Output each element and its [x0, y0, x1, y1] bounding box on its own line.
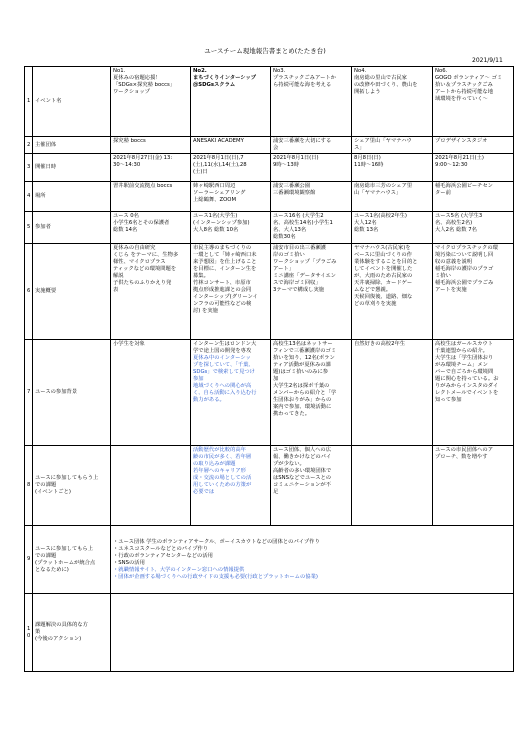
cell-place-5: 稲毛海浜公園ビーチセン ター前 [433, 182, 514, 212]
cell-event-2: No2. まちづくりインターシップ ＠SDGsスクラム [191, 67, 271, 137]
cell-summary-1: 夏休みの自由研究 くじら をテーマに、生物多 様性、マイクロプラス ティックなどの環境問題を 解説 子供たちのふりかえり発 表 [111, 244, 191, 340]
row-number: 10 [25, 594, 33, 672]
row-place [25, 182, 514, 212]
row-organizer [25, 137, 514, 154]
row-datetime [25, 154, 514, 182]
row-label: 主催団体 [33, 137, 111, 154]
report-title: ユースチーム現地報告書まとめ(たたき台) [204, 47, 326, 55]
row-number: 1 [25, 67, 33, 137]
cell-participants-5: ユース5名 (大学生3 名、高校生2名) 大人2名 総数 7名 [433, 212, 514, 244]
cell-event-3: No3. プラスチックごみアートか ら持続可能な海を考える [271, 67, 352, 137]
platform-issue-line: ・ユース団体 学生のボランティアサークル、ボーイスカウトなどの団体とのパイプ作り [113, 538, 320, 545]
report-date: 2021/9/11 [472, 57, 503, 64]
row-label: ユースに参加してもら上 での課題 (プラットホームが統合点 となるために) [33, 526, 111, 594]
cell-participants-3: ユース16名 (大学生2 名、高校生14名)小学生1 名、大人13名 総数30名 [271, 212, 352, 244]
cell-organizer-1: 探究塾 boccs [111, 137, 191, 154]
background-2-text: インターン生はロンドン大 学で途上国の開発を専攻 [193, 341, 257, 354]
row-label: 参加者 [33, 212, 111, 244]
cell-organizer-5: プロデザインスタジオ [433, 137, 514, 154]
row-label: 開催日時 [33, 154, 111, 182]
row-number: 3 [25, 154, 33, 182]
report-table [24, 66, 514, 672]
cell-background-5: 高校生はガールスカウト 千葉連盟からの紹介。 大学生は「学生団体おり がみ環境チーム」メン バーで自ごろから環境問 題に関心を持っている。お りがみからインスタのダイ レクトメールでイベントを 知って参加 [433, 340, 514, 446]
row-label: ユースの参加背景 [33, 340, 111, 446]
cell-participants-2: ユース1名(大学生) (インターンシップ参加) 大人8名 総数 10名 [191, 212, 271, 244]
row-number: 2 [25, 137, 33, 154]
cell-summary-5: マイクロプラスチックの環 境汚染について説明し回 収の意義を説明 稲毛海岸の護岸のプラゴ ミ拾い 稲毛海浜公園でプラごみ アートを実施 [433, 244, 514, 340]
cell-background-2 [191, 340, 271, 446]
cell-datetime-2: 2021年8月1日(日),7 (土),11(水),14(土),28 (土)日 [191, 154, 271, 182]
row-number: 8 [25, 446, 33, 526]
platform-issue-line: ・行政のボランティアセンターなどの活用 [113, 552, 213, 559]
cell-event-4: No4. 南房総の里山で古民家 の改修や田づくり、農山を 開拓しよう [352, 67, 433, 137]
cell-background-3: 高校生13名はネットサー フィンで三番瀬護岸のゴミ 拾いを知り、12名(ボラン ティア活動が夏休みの課 題)はゴミ拾いのみに参 加 大学生2名は探ボ千葉の メンバーからの紹介と「学 生団体おりがみ」からの 案内で参加、環境活動に 携わってきた。 [271, 340, 352, 446]
row-label: 実施概要 [33, 244, 111, 340]
background-2-highlight: 夏休み中のインターシッ プを探していて、「千葉、 SDGs」で検索して見つけ 参加 地域づくりへの関心が高 く、自ら活動に入り込む行 動力がある。 [193, 355, 257, 403]
row-issues-event [25, 446, 514, 526]
cell-summary-4: ヤマナハウス(古民家)を ベースに里山づくりの作 業体験をすることを目的と してイベントを開催した が、大雨のため古民家の 天井裏掃除、カードゲー ムなどで懇親。 天候回復後、道路、畑な どの草刈りを実施 [352, 244, 433, 340]
platform-issue-line-highlight: ・就職情報サイト、大学のインターン窓口への情報提供 [113, 566, 245, 573]
cell-summary-2: 市民主導のまちづくりの 一環として「姉ヶ崎西口未 来予想図」を仕上げること を目標に、インターン生を 募集。 竹林コンサート、市原市 拠点形成推進課との会同 インターシップ(グリーンイ ンフラの可能性などの検 討) を実施 [191, 244, 271, 340]
cell-organizer-4: シェア里山「ヤマナハウ ス」 [352, 137, 433, 154]
platform-issue-line-highlight: ・団体が企画する場づくりへの行政サイドの支援も必要(行政とプラットホームの協業) [113, 573, 318, 580]
row-label: 場所 [33, 182, 111, 212]
row-number: 7 [25, 340, 33, 446]
cell-place-1: 習井駅前交流拠点 boccs [111, 182, 191, 212]
cell-datetime-4: 8月8日(日) 11時～16時 [352, 154, 433, 182]
cell-organizer-3: 浦安三番瀬を大切にする 会 [271, 137, 352, 154]
platform-issue-line: ・SNSの活用 [113, 559, 145, 566]
cell-participants-4: ユース1名(高校2年生) 大人12名 総数 13名 [352, 212, 433, 244]
cell-event-5: No6. GOGO ボランティア～ ゴミ 拾い＆プラスチックごみ アートから持続可能な地 域環境を作っていく～ [433, 67, 514, 137]
cell-issues-3: ユース団体、個人への広 報、働きかけなどのパイ プが少ない。 高齢者の多い環境団体で はSNSなどでユースとの コミュニケーションが不 足 [271, 446, 352, 526]
row-summary [25, 244, 514, 340]
cell-issues-5: ユースの市民団体へのア プローチ、数を増やす [433, 446, 514, 526]
row-participants [25, 212, 514, 244]
row-actions [25, 594, 514, 672]
cell-background-1: 小学生を対象 [111, 340, 191, 446]
row-number: 4 [25, 182, 33, 212]
cell-background-4: 自然好きの高校2年生 [352, 340, 433, 446]
cell-issues-4 [352, 446, 433, 526]
cell-datetime-3: 2021年8月1日(日) 9時～13時 [271, 154, 352, 182]
cell-platform-issues [111, 526, 514, 594]
row-label: イベント名 [33, 67, 111, 137]
cell-place-4: 南房総市三芳のシェア里 山「ヤマナハウス」 [352, 182, 433, 212]
row-number: 9 [25, 526, 33, 594]
row-event-name [25, 67, 514, 137]
cell-place-3: 浦安三番瀬公園 三番瀬環境観察館 [271, 182, 352, 212]
cell-event-1: No1. 夏休みの宿題応援！ 「SDGs×探究塾 boccs」 ワークショップ [111, 67, 191, 137]
row-background [25, 340, 514, 446]
cell-actions [111, 594, 514, 672]
cell-participants-1: ユース 0名 小学生6名とその保護者 総数 14名 [111, 212, 191, 244]
cell-place-2: 姉ヶ崎駅西口周辺 ソーラーシェアリング 上総鶴舞、ZOOM [191, 182, 271, 212]
cell-datetime-1: 2021年8月27日(金) 13: 30～14:30 [111, 154, 191, 182]
row-label: 課題解決の具体的な方 策 (今後のアクション) [33, 594, 111, 672]
row-number: 5 [25, 212, 33, 244]
cell-datetime-5: 2021年8月21日(土) 9:00～12:30 [433, 154, 514, 182]
cell-issues-2: 活動歴代が比較的高年 齢の市民が多く、若年層 の取り込みが課題 若年層へのキャリア形 成・交流の場としての活 用していくための方策が 必要では [191, 446, 271, 526]
row-label: ユースに参加してもらう上 での課題 (イベントごと) [33, 446, 111, 526]
row-issues-platform [25, 526, 514, 594]
row-number: 6 [25, 244, 33, 340]
cell-organizer-2: ANESAKI ACADEMY [191, 137, 271, 154]
cell-issues-1 [111, 446, 191, 526]
cell-summary-3: 浦安市目の出三番瀬護 岸のゴミ拾い ワークショップ「プラごみ アート」 ミニ講座「データサイエン スで海岸ゴミ回収」 3テーマで構成し実施 [271, 244, 352, 340]
platform-issue-line: ・ユネスコスクールなどとのパイプ作り [113, 545, 209, 552]
